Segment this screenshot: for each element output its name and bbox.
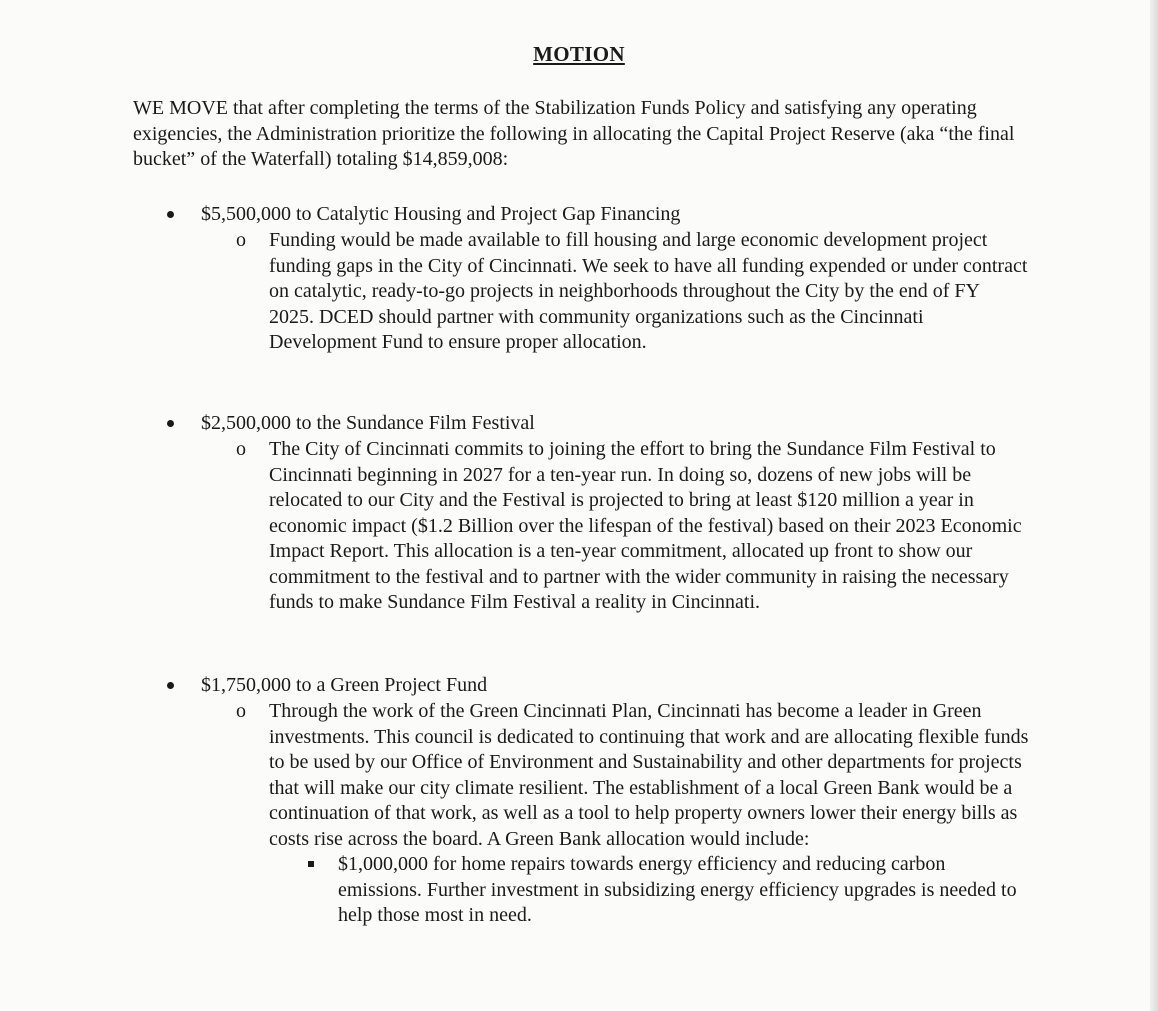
allocation-detail: The City of Cincinnati commits to joining the effort to bring the Sundance Film Festival to Cincinnati beginning in 2027 for a ten-year run. In doing so, dozens of new jobs will be relocated to our City and the Festival is projected to bring at least $120 million a year in economic impact ($1.2 Billion over the lifespan of the festival) based on their 2023 Economic Impact Report. This allocation is a ten-year commitment, allocated up front to show our commitment to the festival and to partner with the wider community in raising the necessary funds to make Sundance Film Festival a reality in Cincinnati. — [269, 438, 1022, 613]
allocation-item-green-fund — [0, 673, 1158, 929]
allocation-subdetail: $1,000,000 for home repairs towards energy efficiency and reducing carbon emissions. Further investment in subsidizing energy efficiency upgrades is needed to help those most in need. — [338, 853, 1017, 926]
document-title: MOTION — [533, 42, 625, 66]
sub-bullet-icon: o — [236, 438, 246, 460]
sub-bullet-icon: o — [236, 700, 246, 722]
motion-intro-paragraph: WE MOVE that after completing the terms of the Stabilization Funds Policy and satisfying any operating exigencies, the Administration prioritize the following in allocating the Capital Project Reserve (aka “the final bucket” of the Waterfall) totaling $14,859,008: — [133, 97, 1015, 170]
bullet-icon — [167, 682, 174, 689]
allocation-heading: $2,500,000 to the Sundance Film Festival — [201, 412, 535, 434]
page-edge-shadow — [1150, 0, 1158, 1011]
bullet-icon — [167, 211, 174, 218]
allocation-detail: Through the work of the Green Cincinnati Plan, Cincinnati has become a leader in Green investments. This council is dedicated to continuing that work and are allocating flexible funds to be used by our Office of Environment and Sustainability and other departments for projects that will make our city climate resilient. The establishment of a local Green Bank would be a continuation of that work, as well as a tool to help property owners lower their energy bills as costs rise across the board. A Green Bank allocation would include: — [269, 700, 1029, 850]
allocation-item-housing — [0, 202, 1158, 356]
allocation-detail: Funding would be made available to fill housing and large economic development project funding gaps in the City of Cincinnati. We seek to have all funding expended or under contract on catalytic, ready-to-go projects in neighborhoods throughout the City by the end of FY 2025. DCED should partner with community organizations such as the Cincinnati Development Fund to ensure proper allocation. — [269, 229, 1028, 353]
square-bullet-icon — [308, 861, 314, 867]
bullet-icon — [167, 420, 174, 427]
allocation-heading: $1,750,000 to a Green Project Fund — [201, 674, 488, 696]
allocation-item-sundance — [0, 411, 1158, 616]
allocation-heading: $5,500,000 to Catalytic Housing and Project Gap Financing — [201, 203, 681, 225]
sub-bullet-icon: o — [236, 229, 246, 251]
